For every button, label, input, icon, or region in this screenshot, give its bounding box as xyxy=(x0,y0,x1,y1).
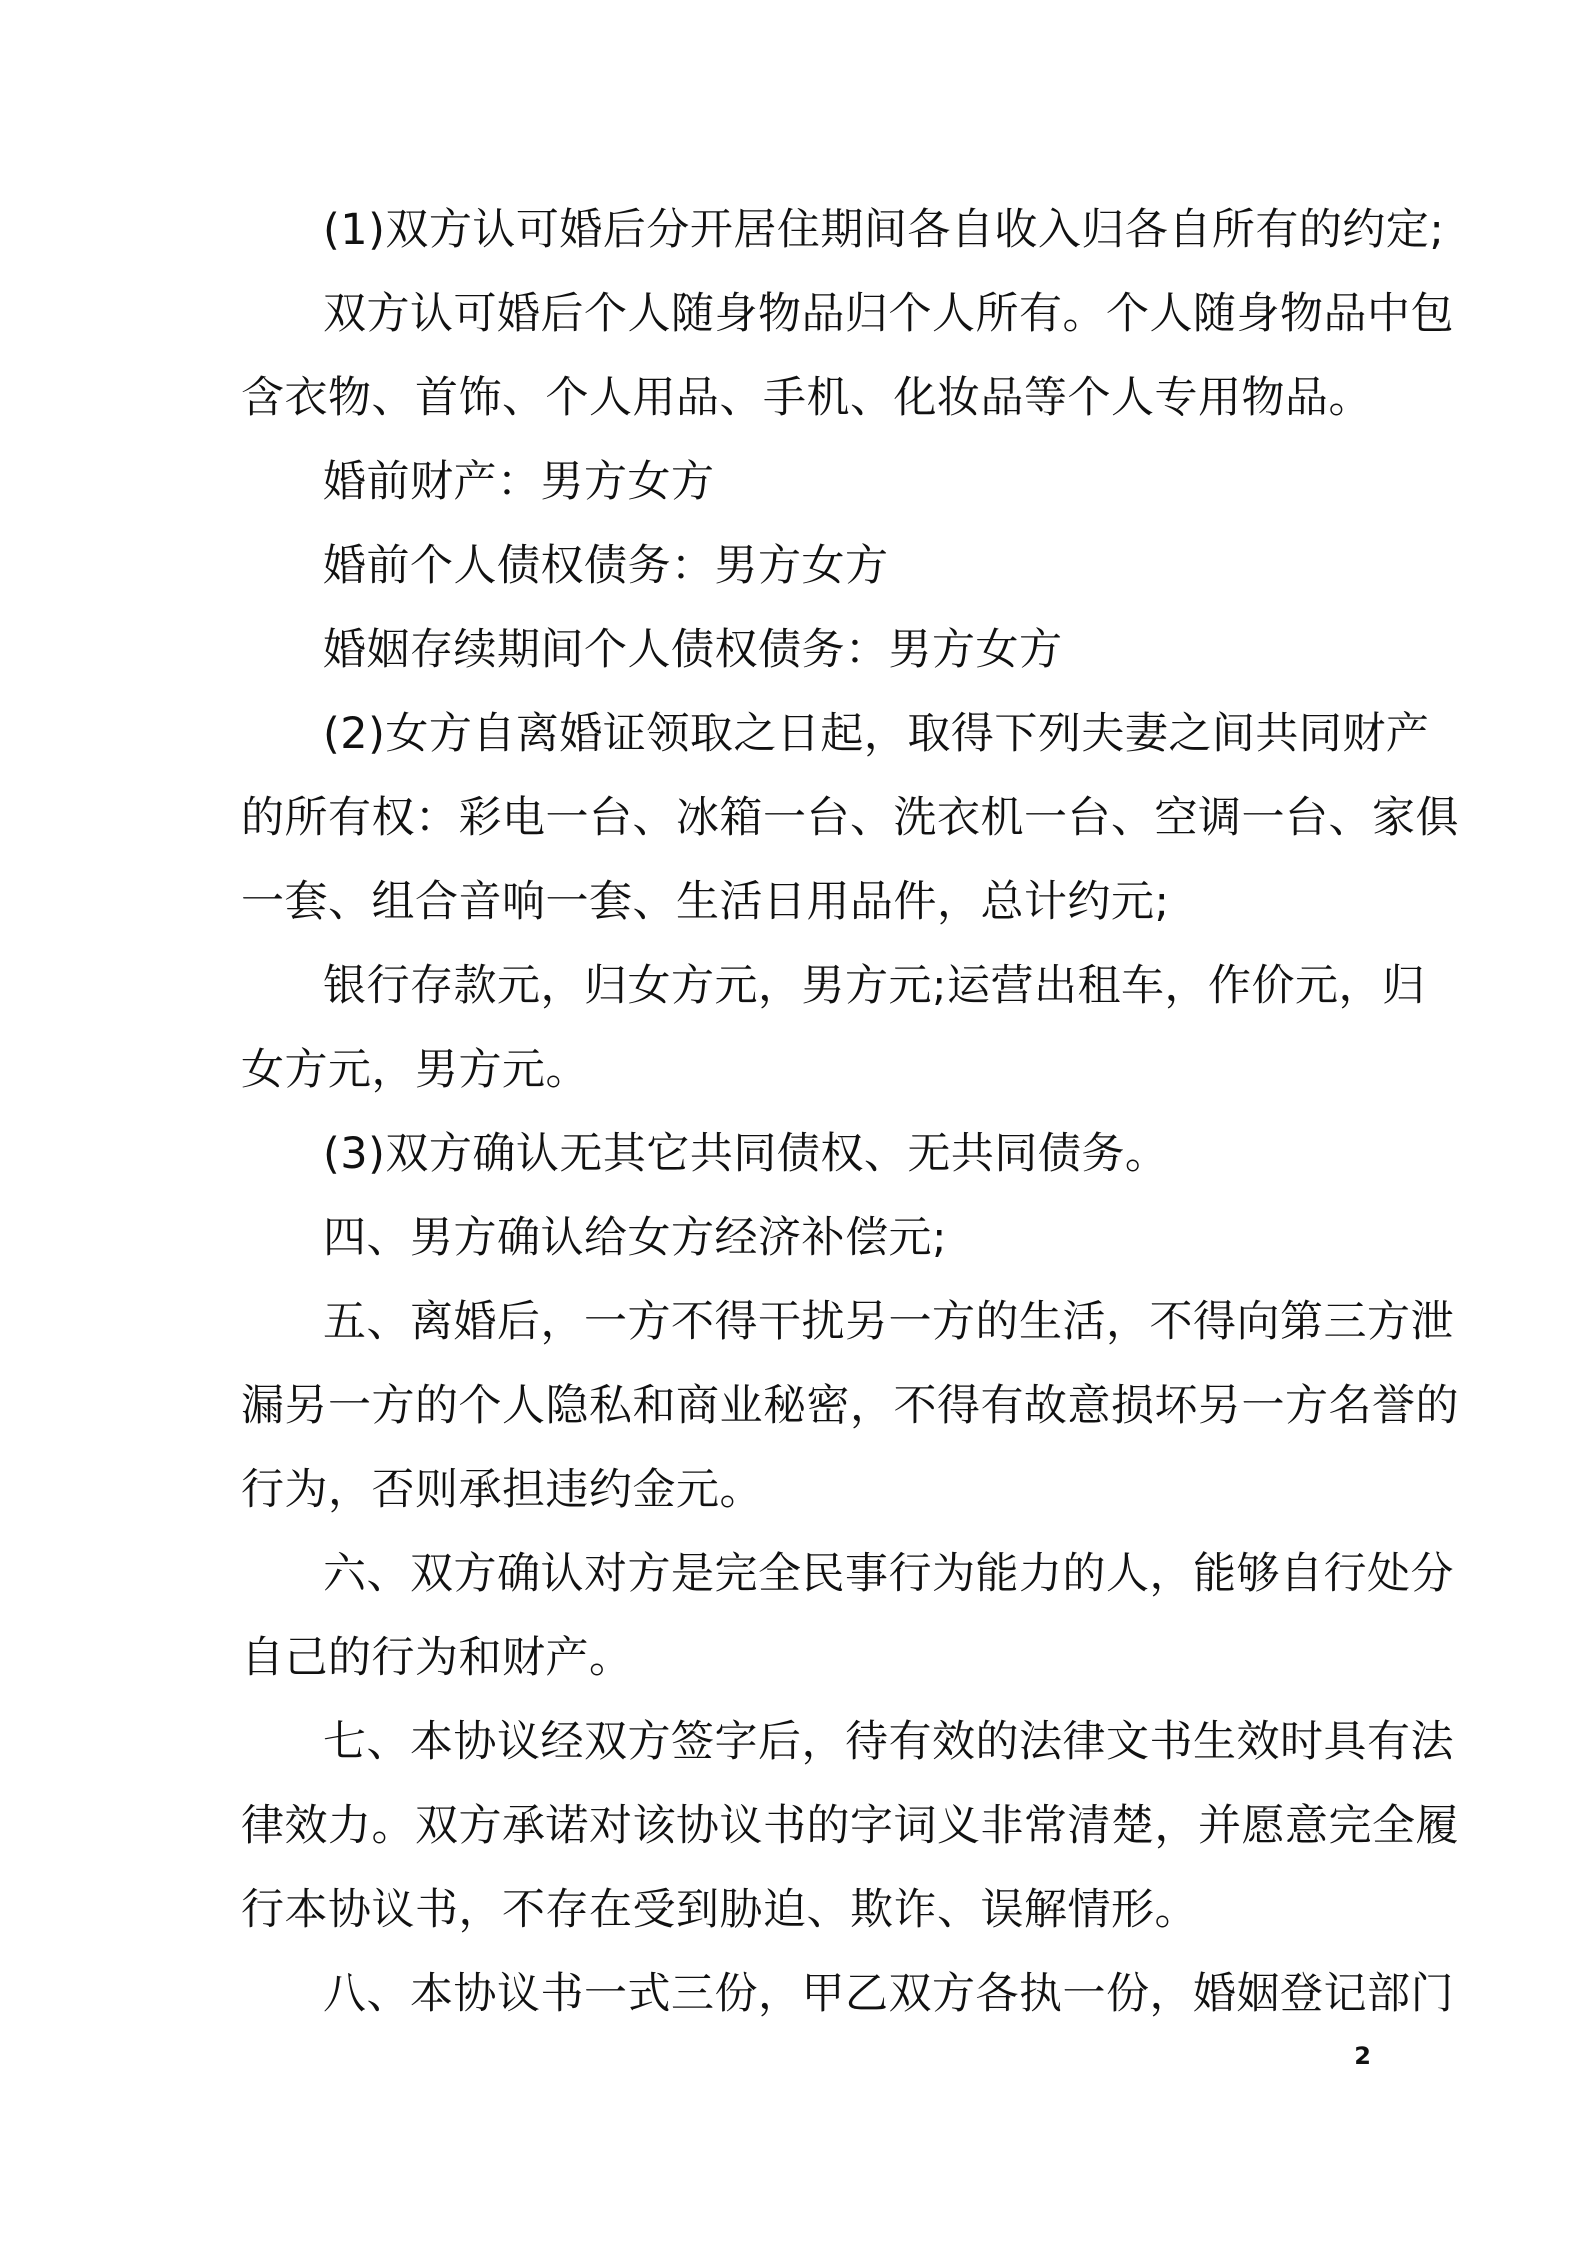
text-line: 五、离婚后，一方不得干扰另一方的生活，不得向第三方泄 xyxy=(323,1297,1454,1347)
text-line: 自己的行为和财产。 xyxy=(241,1633,633,1683)
text-line: 婚前个人债权债务：男方女方 xyxy=(323,541,889,591)
text-line: (3)双方确认无其它共同债权、无共同债务。 xyxy=(323,1129,1169,1179)
text-line: 六、双方确认对方是完全民事行为能力的人，能够自行处分 xyxy=(323,1549,1454,1599)
text-line: 漏另一方的个人隐私和商业秘密，不得有故意损坏另一方名誉的 xyxy=(241,1381,1459,1431)
text-line: 八、本协议书一式三份，甲乙双方各执一份，婚姻登记部门 xyxy=(323,1969,1454,2019)
text-line: 四、男方确认给女方经济补偿元; xyxy=(323,1213,947,1263)
text-line: 银行存款元，归女方元，男方元;运营出租车，作价元，归 xyxy=(323,961,1426,1011)
text-line: 七、本协议经双方签字后，待有效的法律文书生效时具有法 xyxy=(323,1717,1454,1767)
text-line: 双方认可婚后个人随身物品归个人所有。个人随身物品中包 xyxy=(323,289,1454,339)
text-line: 的所有权：彩电一台、冰箱一台、洗衣机一台、空调一台、家俱 xyxy=(241,793,1459,843)
text-line: 行本协议书，不存在受到胁迫、欺诈、误解情形。 xyxy=(241,1885,1198,1935)
text-line: 婚前财产：男方女方 xyxy=(323,457,715,507)
text-line: 含衣物、首饰、个人用品、手机、化妆品等个人专用物品。 xyxy=(241,373,1372,423)
text-line: 律效力。双方承诺对该协议书的字词义非常清楚，并愿意完全履 xyxy=(241,1801,1459,1851)
text-line: 一套、组合音响一套、生活日用品件，总计约元; xyxy=(241,877,1170,927)
text-line: 女方元，男方元。 xyxy=(241,1045,589,1095)
text-line: (1)双方认可婚后分开居住期间各自收入归各自所有的约定; xyxy=(323,205,1445,255)
text-line: 婚姻存续期间个人债权债务：男方女方 xyxy=(323,625,1063,675)
page-number: 2 xyxy=(1354,2042,1371,2070)
text-line: 行为，否则承担违约金元。 xyxy=(241,1465,763,1515)
text-line: (2)女方自离婚证领取之日起，取得下列夫妻之间共同财产 xyxy=(323,709,1430,759)
